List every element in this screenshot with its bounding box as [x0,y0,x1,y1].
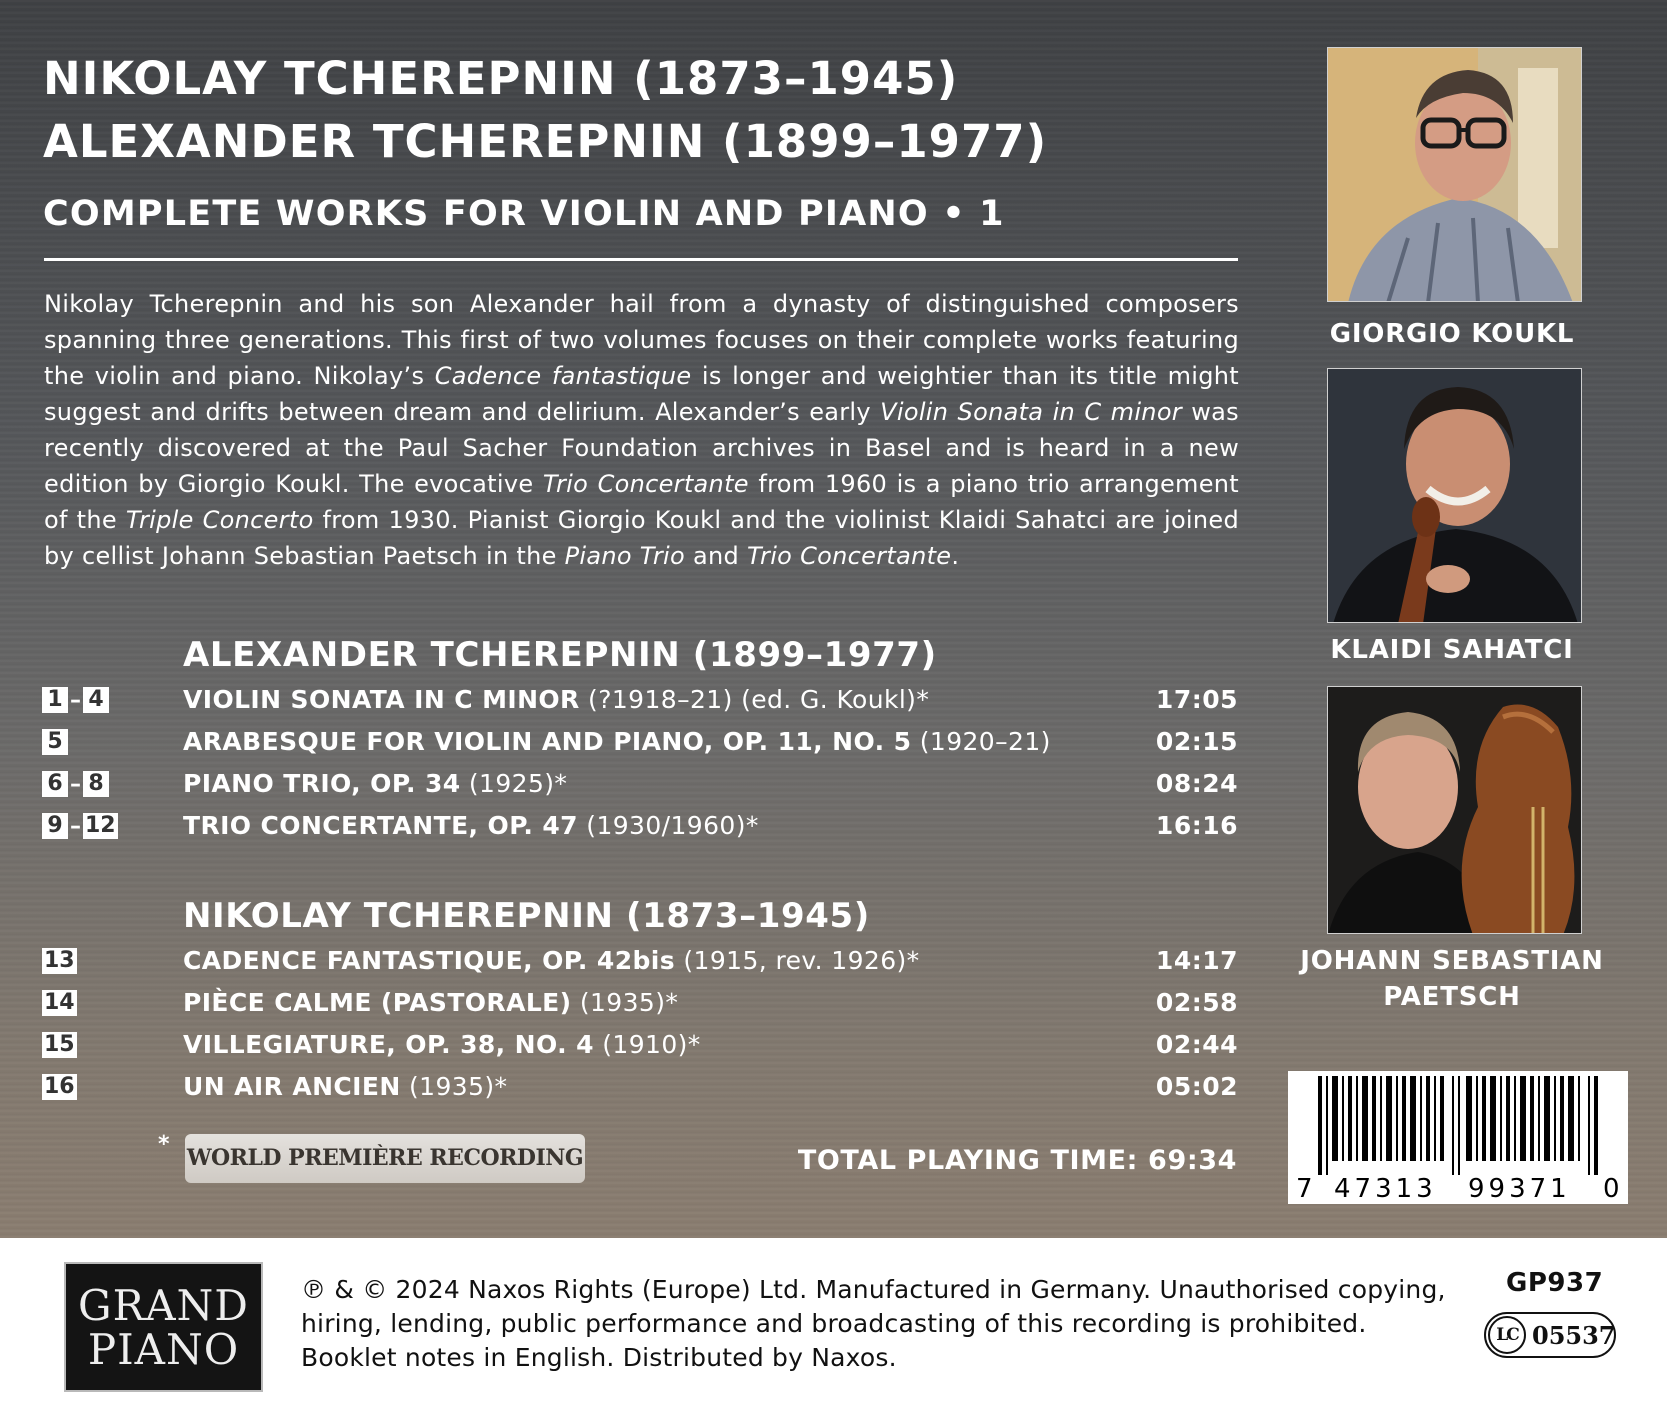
track-number: 15 [44,1032,75,1057]
track-title: PIANO TRIO, OP. 34 (1925)* [183,769,568,798]
track-title: VILLEGIATURE, OP. 38, NO. 4 (1910)* [183,1030,701,1059]
track-row [42,1069,1238,1105]
grand-piano-logo: GRAND PIANO [64,1262,263,1392]
world-premiere-badge: WORLD PREMIÈRE RECORDING [185,1134,585,1183]
track-title: PIÈCE CALME (PASTORALE) (1935)* [183,988,679,1017]
track-title: UN AIR ANCIEN (1935)* [183,1072,508,1101]
label-code-badge [1484,1312,1616,1358]
total-playing-time: TOTAL PLAYING TIME: 69:34 [797,1145,1237,1176]
track-title: ARABESQUE FOR VIOLIN AND PIANO, OP. 11, NO. 5 (1920–21) [183,727,1051,756]
track-row [42,943,1238,979]
track-duration: 02:44 [1155,1030,1238,1059]
catalog-number: GP937 [1506,1268,1604,1298]
photo-johann-sebastian-paetsch [1327,686,1582,934]
title-divider [44,258,1238,261]
barcode-icon [1288,1071,1628,1175]
performer-name: GIORGIO KOUKL [1329,319,1575,349]
track-number: 5 [42,728,68,756]
portrait-icon [1328,369,1582,623]
label-code-icon: LC [1488,1316,1526,1354]
track-duration: 16:16 [1155,811,1238,840]
track-row [42,724,1238,760]
composer-heading-nikolay: NIKOLAY TCHEREPNIN (1873–1945) [43,52,959,105]
track-duration: 08:24 [1155,769,1238,798]
album-subtitle: COMPLETE WORKS FOR VIOLIN AND PIANO • 1 [43,194,1005,234]
legal-notice: ℗ & © 2024 Naxos Rights (Europe) Ltd. Manufactured in Germany. Unauthorised copying, hiring, lending, public performance and broadcasting of this recording is prohibited. Booklet notes in English. Distributed by Naxos. [301,1275,1446,1372]
track-row [42,808,1238,844]
track-number: 6 – 8 [42,770,109,798]
photo-giorgio-koukl [1327,47,1582,302]
track-duration: 14:17 [1155,946,1238,975]
track-number: 9 – 12 [42,812,118,840]
photo-klaidi-sahatci [1327,368,1582,623]
track-title: CADENCE FANTASTIQUE, OP. 42bis (1915, rev. 1926)* [183,946,920,975]
description-text: Nikolay Tcherepnin and his son Alexander hail from a dynasty of distinguished composers spanning three generations. This first of two volumes focuses on their complete works featuring the violin and piano. Nikolay’s Cadence fantastique is longer and weightier than its title might suggest and drifts between dream and delirium. Alexander’s early Violin Sonata in C minor was recently discovered at the Paul Sacher Foundation archives in Basel and is heard in a new edition by Giorgio Koukl. The evocative Trio Concertante from 1960 is a piano trio arrangement of the Triple Concerto from 1930. Pianist Giorgio Koukl and the violinist Klaidi Sahatci are joined by cellist Johann Sebastian Paetsch in the Piano Trio and Trio Concertante. [44,290,1240,570]
portrait-icon [1328,48,1582,302]
track-duration: 05:02 [1155,1072,1238,1101]
track-number: 14 [44,990,75,1015]
barcode-digits: 7 47313 99371 0 [1296,1174,1620,1204]
label-code-number: 05537 [1532,1321,1616,1350]
track-duration: 02:58 [1155,988,1238,1017]
track-duration: 17:05 [1155,685,1238,714]
performer-name: PAETSCH [1383,982,1521,1012]
portrait-icon [1328,687,1582,934]
track-row [42,766,1238,802]
track-number: 13 [44,948,75,973]
section-heading-alexander: ALEXANDER TCHEREPNIN (1899–1977) [183,635,937,675]
track-row [42,682,1238,718]
track-row [42,1027,1238,1063]
footer [0,1238,1667,1425]
track-number: 1 – 4 [42,686,109,714]
performer-name: KLAIDI SAHATCI [1330,635,1574,665]
track-duration: 02:15 [1155,727,1238,756]
premiere-asterisk: * [158,1132,170,1157]
barcode [1288,1071,1628,1204]
performer-name: JOHANN SEBASTIAN [1300,946,1604,976]
track-title: TRIO CONCERTANTE, OP. 47 (1930/1960)* [183,811,759,840]
track-title: VIOLIN SONATA IN C MINOR (?1918–21) (ed. G. Koukl)* [183,685,930,714]
track-number: 16 [44,1074,75,1099]
section-heading-nikolay: NIKOLAY TCHEREPNIN (1873–1945) [183,896,870,936]
track-row [42,985,1238,1021]
composer-heading-alexander: ALEXANDER TCHEREPNIN (1899–1977) [43,115,1048,168]
